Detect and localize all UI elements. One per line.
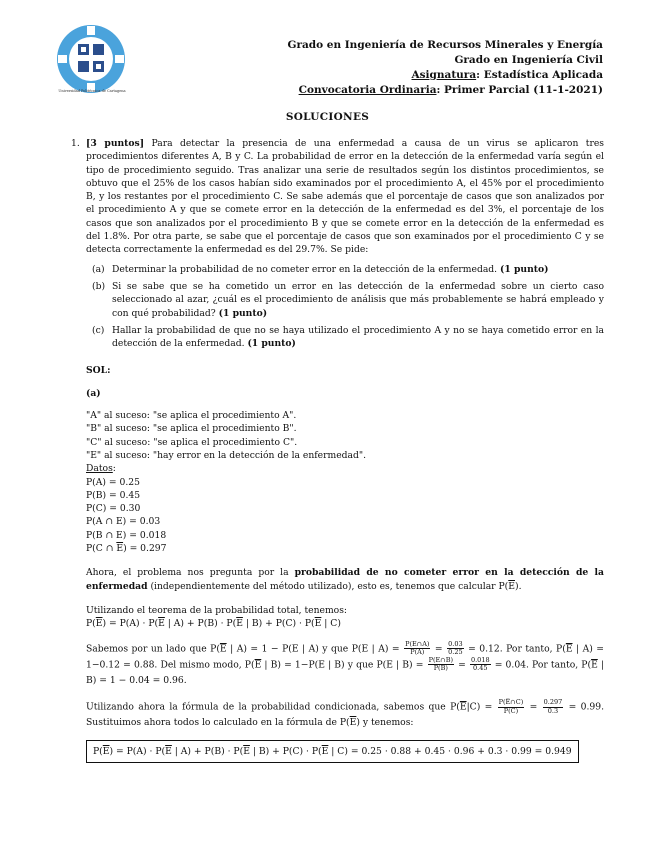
- item-label: (a): [92, 263, 105, 275]
- datos-block: [86, 462, 604, 555]
- problem-number: 1.: [71, 138, 80, 149]
- fraction: [543, 699, 564, 715]
- solution-part-label: (a): [86, 387, 101, 399]
- degree-line-1: Grado en Ingeniería de Recursos Minerales y Energía: [287, 39, 603, 51]
- complement-symbol: $\overline{E}$: [165, 745, 172, 757]
- problem-items: [92, 263, 604, 351]
- item-label: (b): [92, 280, 106, 292]
- event-line: "B" al suceso: "se aplica el procedimiento B".: [86, 423, 297, 435]
- datos-label: Datos: [86, 463, 113, 475]
- item-points: (1 punto): [500, 263, 549, 275]
- exam-label: Convocatoria Ordinaria: [298, 84, 437, 96]
- complement-symbol: $\overline{E}$: [236, 618, 243, 630]
- formula-text: =: [431, 643, 447, 654]
- formula-text: Sabemos por un lado que P(: [86, 643, 220, 654]
- result-formula: [88, 742, 577, 761]
- complement-symbol: $\overline{E}$: [95, 618, 103, 630]
- item-points: (1 punto): [247, 338, 296, 350]
- formula-text: | A) + P(B) · P(: [171, 745, 244, 757]
- fraction-denominator: P(C): [503, 706, 519, 715]
- dato-post: ) = 0.297: [123, 543, 167, 555]
- formula-text: | B) + P(C) · P(: [242, 618, 315, 630]
- result-frame: [86, 740, 579, 763]
- exam-line: [288, 83, 604, 98]
- formula-text: =: [525, 701, 542, 713]
- course-header: [288, 38, 604, 98]
- teorema-formula: [86, 617, 604, 630]
- fraction: [428, 657, 454, 673]
- complement-symbol: $\overline{E}$: [254, 659, 262, 670]
- formula-text: | B) = 1 − 0.04 = 0.96.: [86, 659, 605, 686]
- para-pre: Ahora, el problema nos pregunta por la: [86, 567, 295, 579]
- events-list: [86, 409, 604, 462]
- formula-text: = 0.04. Por tanto, P(: [491, 659, 592, 670]
- solution-heading: SOL:: [86, 365, 111, 377]
- formula-text: ) = P(A) · P(: [109, 745, 166, 757]
- fraction-numerator: 0.03: [448, 639, 463, 648]
- page-title: SOLUCIONES: [285, 111, 370, 123]
- dato-line: P(A ∩ E) = 0.03: [86, 516, 161, 528]
- dato-line: P(B) = 0.45: [86, 489, 141, 501]
- problem-statement: [71, 137, 604, 257]
- fraction-numerator: 0.297: [543, 698, 563, 706]
- item-text: Hallar la probabilidad de que no se haya utilizado el procedimiento A y no se haya cometido error en la detección de la enfermedad.: [112, 324, 604, 350]
- formula-text: P(: [86, 618, 96, 630]
- problem-item-b: [92, 280, 604, 320]
- fraction-numerator: P(E∩B): [428, 655, 454, 664]
- formula-text: P(: [93, 745, 103, 757]
- formula-text: = 0.12. Por tanto, P(: [464, 643, 566, 654]
- complement-symbol: $\overline{E}$: [591, 659, 598, 670]
- problem-points: [3 puntos]: [86, 138, 145, 149]
- dato-line: P(B ∩ E) = 0.018: [86, 529, 167, 541]
- fraction-numerator: P(E̅∩C): [498, 698, 524, 706]
- formula-text: = 0.99. Sustituimos ahora todos lo calculado en la fórmula de P(: [86, 701, 604, 728]
- conditional-c-paragraph: [86, 699, 604, 731]
- complement-symbol: $\overline{E}$: [102, 745, 110, 757]
- conditional-paragraph: [86, 641, 604, 689]
- formula-text: =: [455, 659, 469, 670]
- complement-symbol: $\overline{E}$: [314, 618, 322, 630]
- subject-line: [288, 68, 604, 83]
- university-logo: [56, 24, 126, 94]
- formula-text: | B) + P(C) · P(: [249, 745, 322, 757]
- complement-symbol: $\overline{E}$: [565, 643, 573, 654]
- formula-text: | B) = 1−P(E | B) y que P(E | B) =: [261, 659, 427, 670]
- formula-text: ) = P(A) · P(: [102, 618, 159, 630]
- datos-heading: [86, 462, 604, 475]
- event-line: "C" al suceso: "se aplica el procedimiento C".: [86, 436, 298, 448]
- dato-line: P(A) = 0.25: [86, 476, 140, 488]
- complement-symbol: $\overline{E}$: [219, 643, 227, 654]
- fraction-denominator: 0.3: [547, 706, 559, 715]
- fraction: [498, 699, 525, 715]
- problem-item-c: [92, 324, 604, 351]
- datos-colon: :: [112, 463, 116, 475]
- para-bar: $\overline{E}$: [508, 580, 515, 592]
- question-paragraph: [86, 566, 604, 593]
- event-line: "A" al suceso: "se aplica el procedimiento A".: [86, 410, 297, 422]
- teorema-intro: Utilizando el teorema de la probabilidad total, tenemos:: [86, 604, 348, 616]
- fraction-denominator: 0.25: [448, 648, 463, 656]
- formula-text: | A) = 1 − P(E | A) y que P(E | A) =: [226, 643, 404, 654]
- complement-symbol: $\overline{E}$: [158, 618, 165, 630]
- result-box: [86, 740, 604, 763]
- formula-text: Utilizando ahora la fórmula de la probabilidad condicionada, sabemos que P(: [86, 701, 460, 713]
- problem-item-a: [92, 263, 604, 276]
- para-bold: probabilidad de no cometer error en la detección de la enfermedad: [86, 567, 604, 592]
- event-line: "E" al suceso: "hay error en la detección de la enfermedad".: [86, 449, 367, 461]
- exam-value: : Primer Parcial (11-1-2021): [436, 84, 603, 96]
- dato-line: [86, 542, 604, 555]
- fraction: [404, 641, 430, 657]
- subject-value: : Estadística Aplicada: [476, 69, 603, 81]
- formula-text: | C): [321, 618, 341, 630]
- degree-line-2: Grado en Ingeniería Civil: [454, 54, 603, 66]
- fraction-denominator: P(B): [433, 664, 448, 672]
- complement-symbol: $\overline{E}$: [349, 717, 357, 728]
- fraction-numerator: P(E∩A): [405, 639, 430, 648]
- complement-symbol: $\overline{E}$: [243, 745, 250, 757]
- complement-symbol: $\overline{E}$: [321, 745, 329, 757]
- fraction-numerator: 0.018: [470, 655, 490, 664]
- item-label: (c): [92, 324, 105, 336]
- dato-pre: P(C ∩: [86, 543, 117, 555]
- document-body: [71, 137, 605, 763]
- formula-text: |C) =: [466, 701, 497, 713]
- dato-bar: $\overline{E}$: [116, 543, 124, 555]
- item-text: Determinar la probabilidad de no cometer error en la detección de la enfermedad.: [112, 263, 501, 275]
- formula-text: | A) + P(B) · P(: [164, 618, 237, 630]
- para-post: ).: [514, 580, 522, 592]
- fraction: [470, 657, 491, 673]
- item-text: Si se sabe que se ha cometido un error en las detección de la enfermedad sobre un cierto caso seleccionado al azar, ¿cuál es el procedimiento de análisis que más probablemente se habrá empleado y con qué probabilidad?: [112, 280, 604, 319]
- item-points: (1 punto): [218, 307, 268, 319]
- formula-text: | C) = 0.25 · 0.88 + 0.45 · 0.96 + 0.3 · 0.99 = 0.949: [328, 745, 572, 757]
- fraction-denominator: P(A): [410, 648, 425, 656]
- problem-text: Para detectar la presencia de una enfermedad a causa de un virus se aplicaron tres procedimientos diferentes A, B y C. La probabilidad de error en la detección de la enfermedad varía según el tipo de procedimiento seguido. Tras analizar una serie de resultados según los distintos procedimientos, se obtuvo que el 25% de los casos habían sido examinados por el procedimiento A, el 45% por el procedimiento B, y los restantes por el procedimiento C. Se sabe además que el porcentaje de casos que son analizados por el procedimiento A y que se comete error en la detección de la enfermedad es del 3%, el porcentaje de los casos que son analizados por el procedimiento B y que se comete error en la detección de la enfermedad es del 1.8%. Por otra parte, se sabe que el porcentaje de casos que son examinados por el procedimiento C y se detecta correctamente la enfermedad es del 29.7%. Se pide:: [86, 138, 604, 256]
- fraction-denominator: 0.45: [473, 664, 488, 672]
- fraction: [447, 641, 463, 657]
- formula-text: ) y tenemos:: [356, 717, 414, 728]
- dato-line: P(C) = 0.30: [86, 503, 141, 515]
- logo-caption: Universidad Politécnica de Cartagena: [58, 89, 126, 93]
- para-mid: (independientemente del método utilizado), esto es, tenemos que calcular P(: [147, 580, 509, 592]
- complement-symbol: $\overline{E}$: [459, 701, 467, 713]
- formula-text: | A) = 1−0.12 = 0.88. Del mismo modo, P(: [86, 643, 605, 670]
- subject-label: Asignatura: [411, 69, 477, 81]
